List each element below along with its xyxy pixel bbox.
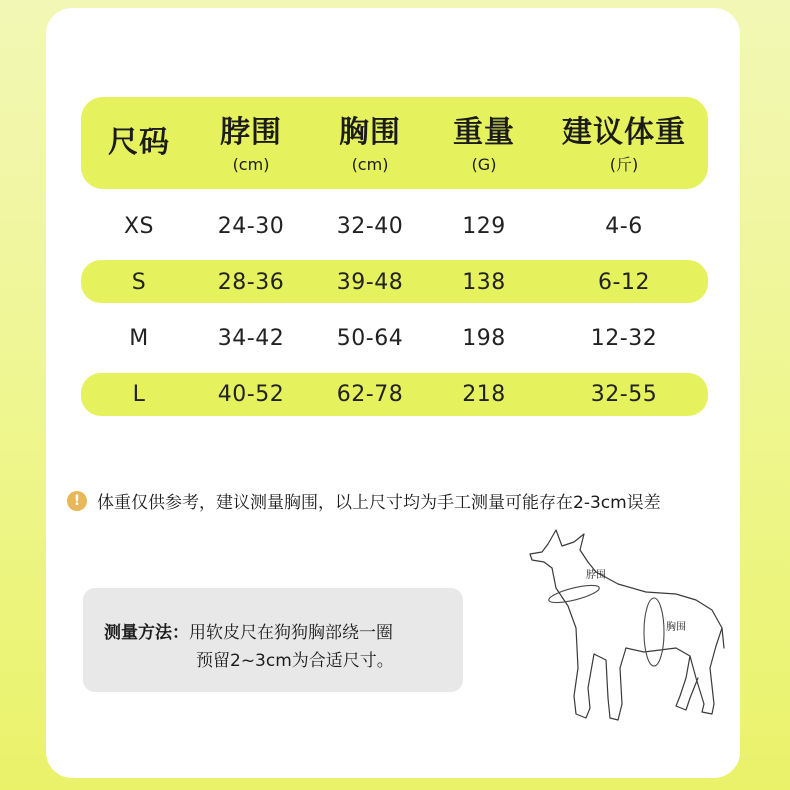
header-neck-unit: (cm) (232, 155, 270, 174)
table-cell: 4-6 (605, 214, 643, 239)
method-label: 测量方法： (104, 623, 189, 643)
method-text-line2: 预留2~3cm为合适尺寸。 (196, 651, 394, 671)
header-suggested-weight-unit: (斤) (609, 155, 639, 174)
table-cell: 218 (462, 382, 506, 407)
table-cell: M (129, 326, 149, 351)
header-neck-label: 脖围 (220, 115, 282, 150)
header-suggested-weight (562, 116, 686, 174)
table-cell: S (131, 270, 147, 295)
table-cell: 28-36 (217, 270, 285, 295)
header-size (108, 126, 170, 160)
table-cell: 24-30 (217, 214, 285, 239)
table-cell: 12-32 (590, 326, 658, 351)
disclaimer-note (67, 488, 661, 513)
header-weight-label: 重量 (453, 115, 515, 150)
table-cell: 39-48 (336, 270, 404, 295)
measure-lines (547, 582, 664, 666)
table-cell: 138 (462, 270, 506, 295)
table-cell: 6-12 (598, 270, 650, 295)
dog-measurement-diagram (526, 528, 726, 728)
disclaimer-text: 体重仅供参考，建议测量胸围，以上尺寸均为手工测量可能存在2-3cm误差 (97, 493, 661, 513)
header-weight (453, 116, 515, 174)
table-cell: 32-55 (590, 382, 658, 407)
table-cell: 40-52 (217, 382, 285, 407)
chest-label: 胸围 (666, 622, 686, 633)
header-neck (220, 116, 282, 174)
measurement-method-box (83, 588, 463, 692)
neck-label: 脖围 (586, 570, 606, 581)
table-cell: 34-42 (217, 326, 285, 351)
header-size-label: 尺码 (108, 125, 170, 160)
table-cell: 32-40 (336, 214, 404, 239)
dog-outline (530, 530, 724, 720)
table-cell: 50-64 (336, 326, 404, 351)
table-cell: 198 (462, 326, 506, 351)
table-cell: L (132, 382, 146, 407)
header-chest (339, 116, 401, 174)
size-chart-card (46, 8, 740, 778)
header-weight-unit: (G) (471, 155, 497, 174)
table-cell: XS (123, 214, 155, 239)
exclamation-icon: ! (67, 491, 87, 511)
table-cell: 62-78 (336, 382, 404, 407)
table-cell: 129 (462, 214, 506, 239)
header-chest-label: 胸围 (339, 115, 401, 150)
header-chest-unit: (cm) (351, 155, 389, 174)
method-text-line1: 用软皮尺在狗狗胸部绕一圈 (189, 623, 393, 643)
header-suggested-weight-label: 建议体重 (562, 115, 686, 150)
chest-measure-loop (644, 598, 664, 666)
